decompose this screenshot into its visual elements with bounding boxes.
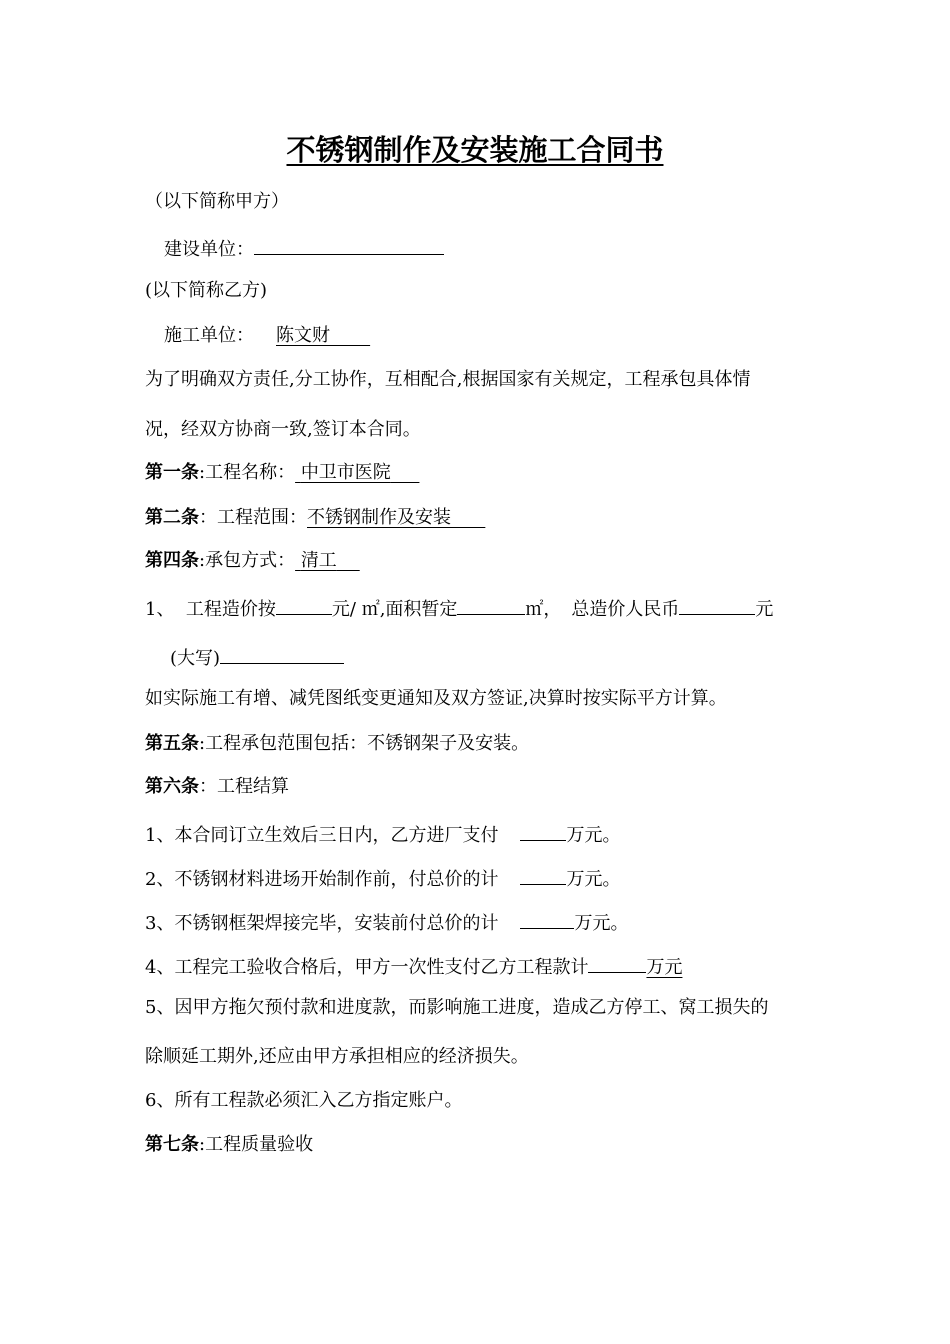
article-1-label: :工程名称： bbox=[199, 462, 296, 483]
article-2-heading: 第二条 bbox=[145, 507, 199, 528]
payment-4-blank bbox=[588, 952, 646, 973]
payment-4-text: 4、工程完工验收合格后，甲方一次性支付乙方工程款计 bbox=[145, 957, 589, 978]
article-7 bbox=[145, 1133, 313, 1157]
payment-4 bbox=[145, 952, 682, 980]
payment-1-unit: 万元。 bbox=[566, 825, 621, 846]
article-1 bbox=[145, 461, 419, 485]
construct-unit-row bbox=[164, 324, 370, 348]
article-5-heading: 第五条 bbox=[145, 733, 199, 754]
price-total-unit: 元 bbox=[755, 599, 774, 620]
payment-3 bbox=[145, 908, 628, 936]
document-title: 不锈钢制作及安装施工合同书 bbox=[286, 133, 664, 167]
payment-6: 6、所有工程款必须汇入乙方指定账户。 bbox=[145, 1090, 463, 1111]
article-7-heading: 第七条 bbox=[145, 1134, 199, 1155]
build-unit-blank bbox=[254, 234, 444, 255]
payment-3-unit: 万元。 bbox=[574, 913, 629, 934]
payment-2 bbox=[145, 864, 620, 892]
payment-4-unit: 万元 bbox=[646, 957, 683, 978]
party-b-note: (以下简称乙方) bbox=[145, 280, 268, 301]
payment-5-line-2: 除顺延工期外,还应由甲方承担相应的经济损失。 bbox=[145, 1046, 529, 1067]
price-prefix: 1、 工程造价按 bbox=[145, 599, 276, 620]
article-4-label: :承包方式： bbox=[199, 550, 296, 571]
payment-1-text: 1、本合同订立生效后三日内，乙方进厂支付 bbox=[145, 825, 499, 846]
article-7-text: :工程质量验收 bbox=[199, 1134, 314, 1155]
payment-2-text: 2、不锈钢材料进场开始制作前，付总价的计 bbox=[145, 869, 499, 890]
article-4-value: 清工 bbox=[300, 550, 337, 571]
intro-line-2: 况，经双方协商一致,签订本合同。 bbox=[145, 419, 421, 440]
payment-2-blank bbox=[520, 864, 566, 885]
article-2-label: ：工程范围： bbox=[199, 507, 307, 528]
payment-3-blank bbox=[520, 908, 574, 929]
party-a-note: （以下简称甲方） bbox=[145, 191, 289, 212]
construct-unit-value: 陈文财 bbox=[276, 325, 330, 346]
change-note: 如实际施工有增、减凭图纸变更通知及双方签证,决算时按实际平方计算。 bbox=[145, 688, 727, 709]
build-unit-row bbox=[164, 234, 444, 262]
price-area-unit: ㎡， bbox=[525, 599, 562, 620]
build-unit-label: 建设单位： bbox=[164, 239, 254, 260]
price-total-label: 总造价人民币 bbox=[571, 599, 680, 620]
price-unit: 元/ ㎡,面积暂定 bbox=[331, 599, 458, 620]
article-5 bbox=[145, 732, 529, 756]
price-capital-row bbox=[170, 643, 344, 671]
article-6 bbox=[145, 775, 289, 799]
article-1-value: 中卫市医院 bbox=[300, 462, 391, 483]
article-5-text: :工程承包范围包括：不锈钢架子及安装。 bbox=[199, 733, 530, 754]
unit-price-blank bbox=[276, 594, 332, 615]
payment-3-text: 3、不锈钢框架焊接完毕，安装前付总价的计 bbox=[145, 913, 499, 934]
article-1-heading: 第一条 bbox=[145, 462, 199, 483]
price-capital-blank bbox=[220, 643, 344, 664]
area-blank bbox=[457, 594, 525, 615]
article-4-heading: 第四条 bbox=[145, 550, 199, 571]
article-4 bbox=[145, 549, 360, 573]
payment-2-unit: 万元。 bbox=[566, 869, 621, 890]
article-6-heading: 第六条 bbox=[145, 776, 199, 797]
total-price-blank bbox=[679, 594, 755, 615]
price-capital-label: (大写) bbox=[170, 648, 221, 669]
payment-5-line-1: 5、因甲方拖欠预付款和进度款，而影响施工进度，造成乙方停工、窝工损失的 bbox=[145, 997, 769, 1018]
payment-1 bbox=[145, 820, 620, 848]
article-2-value: 不锈钢制作及安装 bbox=[307, 507, 451, 528]
construct-unit-label: 施工单位： bbox=[164, 325, 254, 346]
price-row bbox=[145, 594, 773, 622]
payment-1-blank bbox=[520, 820, 566, 841]
article-6-text: ：工程结算 bbox=[199, 776, 289, 797]
intro-line-1: 为了明确双方责任,分工协作，互相配合,根据国家有关规定，工程承包具体情 bbox=[145, 369, 751, 390]
article-2 bbox=[145, 506, 485, 530]
